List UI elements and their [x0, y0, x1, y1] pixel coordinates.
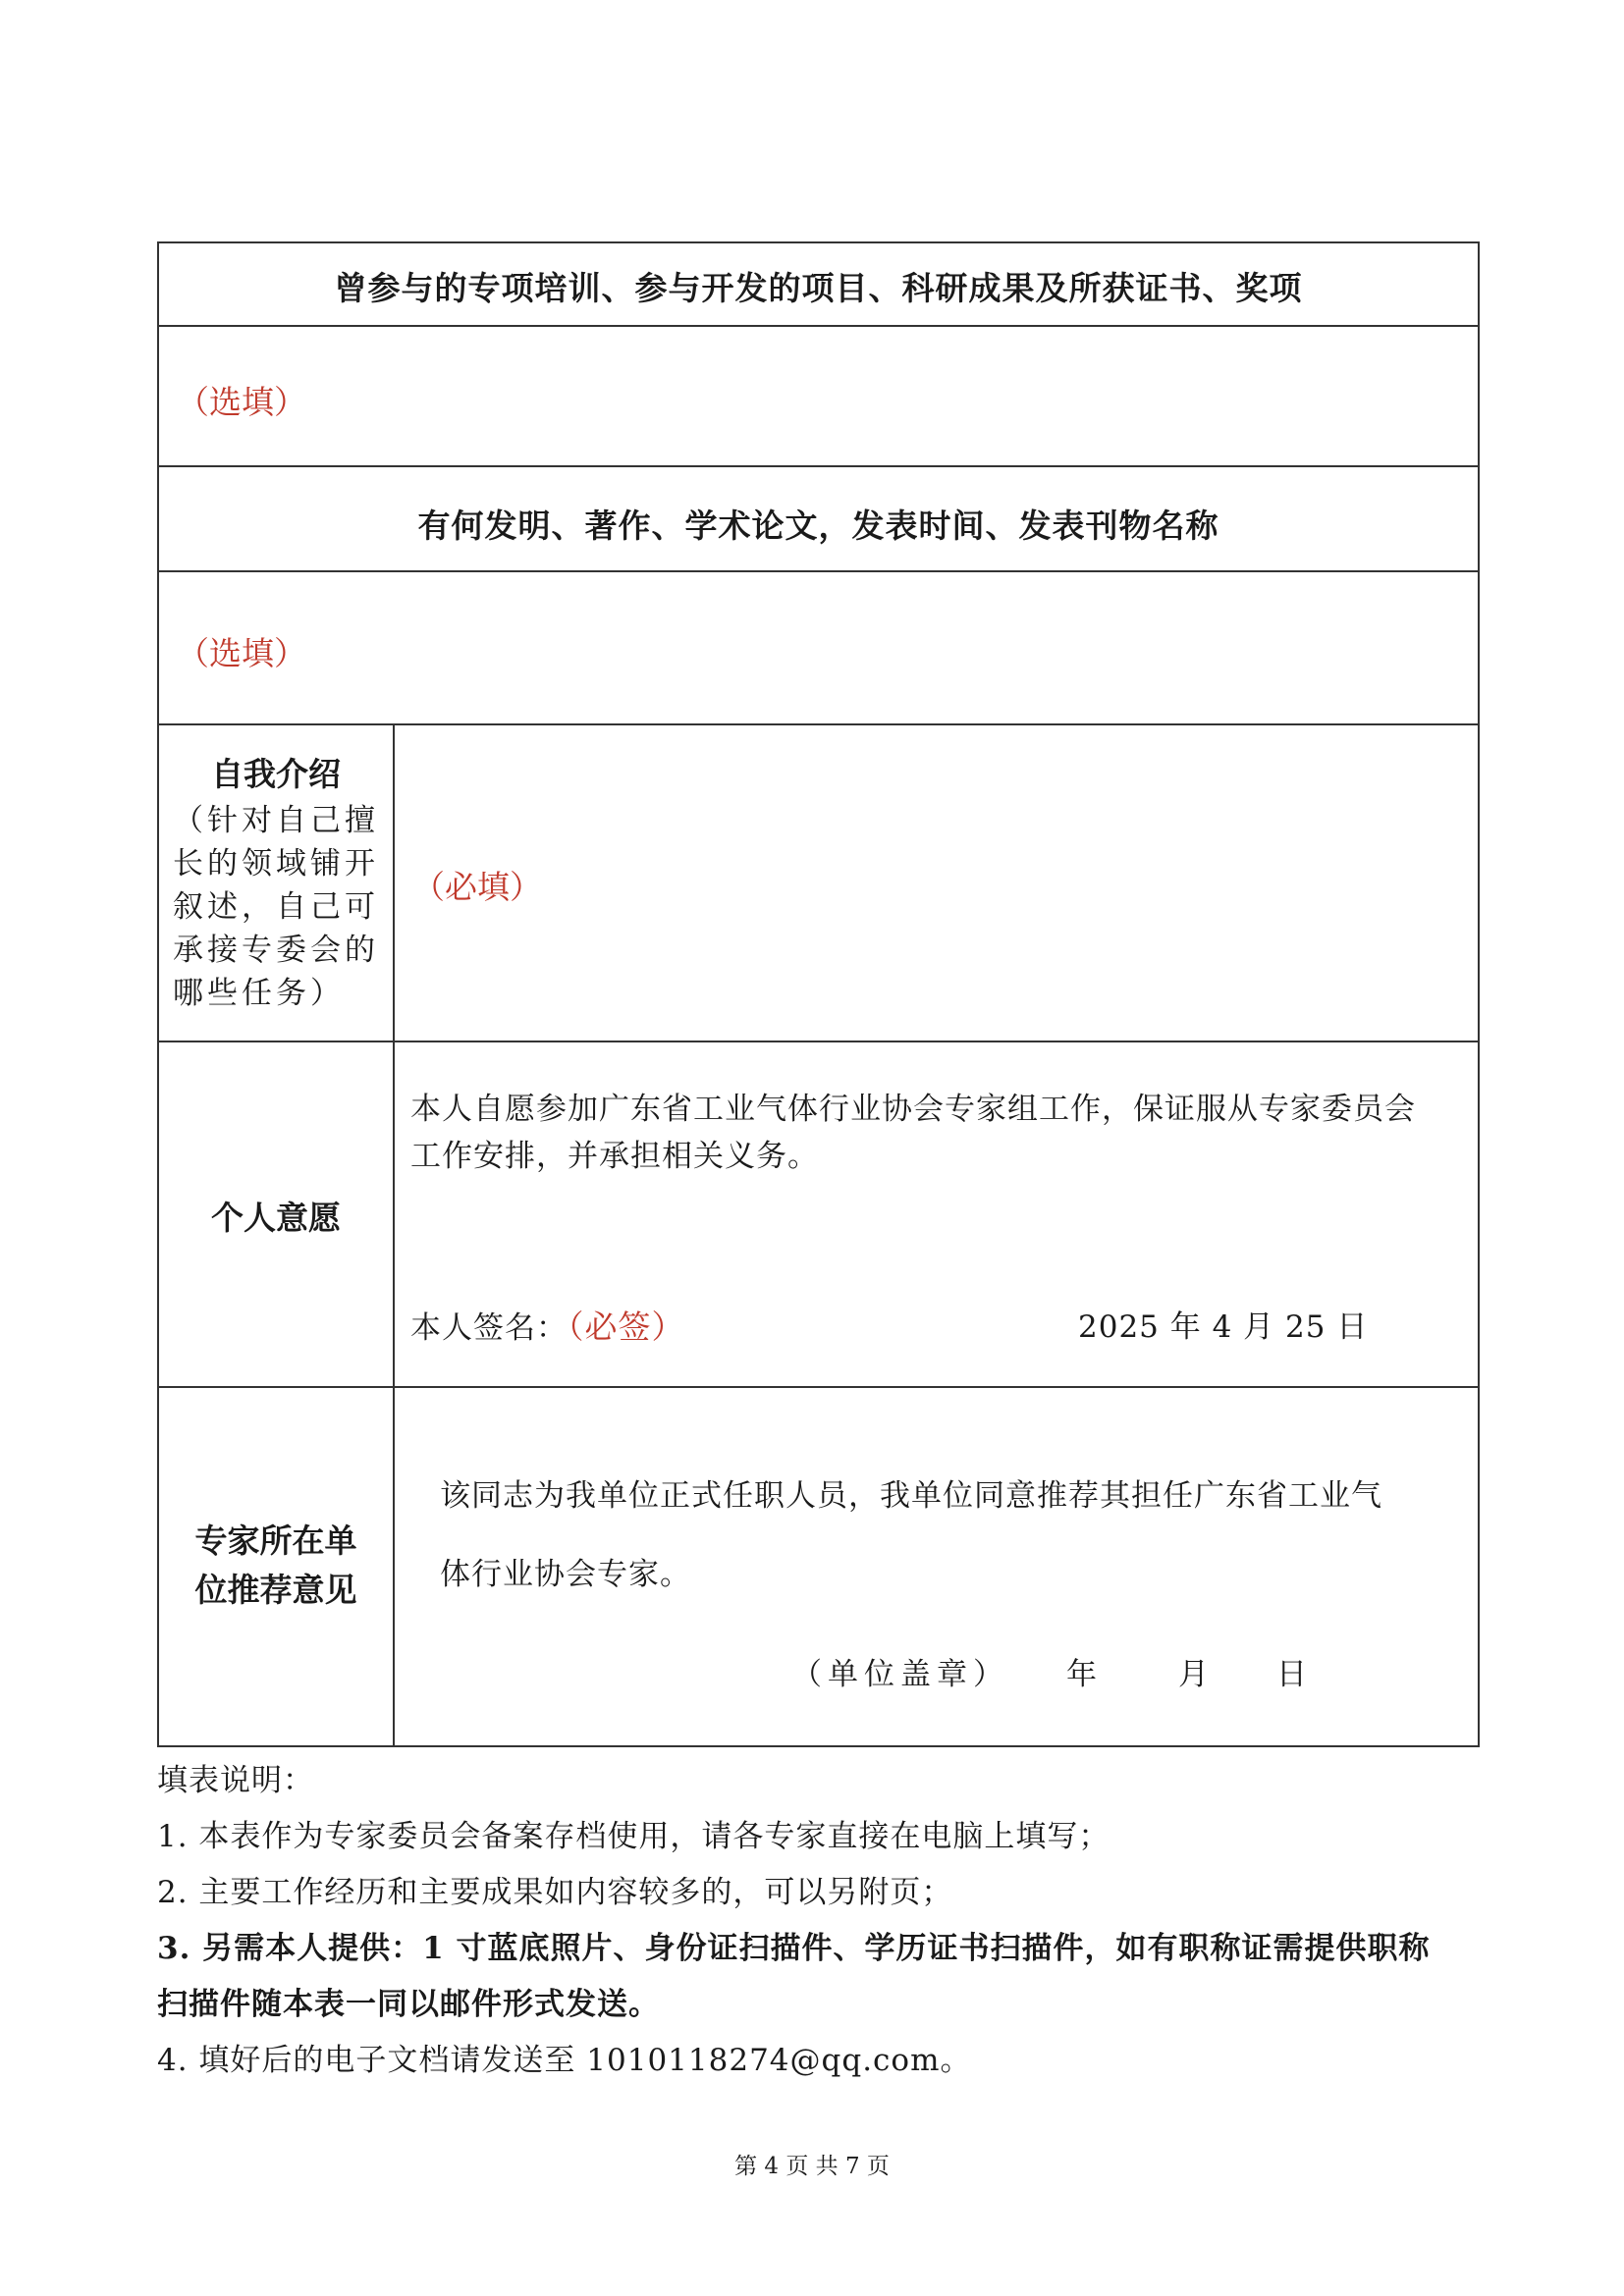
- signature-date: 2025 年 4 月 25 日: [1078, 1309, 1369, 1345]
- self-intro-note-line: 叙述，自己可: [173, 889, 379, 925]
- self-intro-label: 自我介绍: [211, 755, 341, 793]
- table-column-divider: [393, 723, 395, 1746]
- self-intro-note: [159, 799, 393, 1015]
- table-row-divider: [157, 723, 1480, 725]
- unit-recommendation-label-line: 专家所在单: [194, 1522, 357, 1560]
- unit-seal-month: 月: [1178, 1657, 1210, 1692]
- signature-row: [410, 1304, 685, 1352]
- self-intro-note-line: 承接专委会的: [173, 933, 379, 968]
- signature-input[interactable]: （必签）: [568, 1308, 685, 1346]
- instruction-item: 2. 主要工作经历和主要成果如内容较多的，可以另附页；: [157, 1875, 953, 1910]
- section-publications-title: 有何发明、著作、学术论文，发表时间、发表刊物名称: [417, 507, 1219, 545]
- signature-label: 本人签名：: [410, 1310, 568, 1346]
- instruction-item: 1. 本表作为专家委员会备案存档使用，请各专家直接在电脑上填写；: [157, 1819, 1110, 1854]
- unit-recommendation-label: [159, 1517, 393, 1615]
- page-number: 第 4 页 共 7 页: [734, 2154, 890, 2179]
- table-row-divider: [157, 465, 1480, 467]
- self-intro-note-line: 长的领域铺开: [173, 846, 379, 881]
- section-training-title: 曾参与的专项培训、参与开发的项目、科研成果及所获证书、奖项: [334, 269, 1303, 307]
- table-row-divider: [157, 325, 1480, 327]
- personal-will-statement-line: 本人自愿参加广东省工业气体行业协会专家组工作，保证服从专家委员会: [410, 1092, 1416, 1127]
- instruction-item: 3. 另需本人提供：1 寸蓝底照片、身份证扫描件、学历证书扫描件，如有职称证需提供职称: [157, 1931, 1431, 1966]
- personal-will-statement: [410, 1086, 1473, 1180]
- unit-seal-year: 年: [1066, 1657, 1098, 1692]
- personal-will-label: 个人意愿: [211, 1199, 341, 1237]
- unit-seal-day: 日: [1276, 1657, 1308, 1692]
- unit-seal: （单位盖章）: [791, 1657, 1009, 1692]
- section-training-input[interactable]: （选填）: [177, 383, 306, 421]
- unit-recommendation-line: 该同志为我单位正式任职人员，我单位同意推荐其担任广东省工业气: [440, 1478, 1382, 1514]
- table-row-divider: [157, 570, 1480, 572]
- table-row-divider: [157, 1386, 1480, 1388]
- self-intro-note-line: 哪些任务）: [173, 976, 345, 1011]
- table-border-right: [1478, 241, 1480, 1747]
- unit-recommendation-label-line: 位推荐意见: [194, 1571, 357, 1609]
- table-border-bottom: [157, 1745, 1480, 1747]
- instructions-heading: 填表说明：: [157, 1763, 314, 1798]
- self-intro-input[interactable]: （必填）: [412, 868, 542, 906]
- instruction-item: 扫描件随本表一同以邮件形式发送。: [157, 1987, 660, 2022]
- unit-recommendation-line: 体行业协会专家。: [440, 1557, 691, 1592]
- personal-will-statement-line: 工作安排，并承担相关义务。: [410, 1139, 819, 1174]
- unit-recommendation-statement: [440, 1457, 1471, 1614]
- self-intro-note-line: （针对自己擅: [173, 803, 379, 838]
- section-publications-input[interactable]: （选填）: [177, 634, 306, 672]
- table-row-divider: [157, 1041, 1480, 1042]
- self-intro-label-cell: [159, 750, 393, 1015]
- instruction-item: 4. 填好后的电子文档请发送至 1010118274@qq.com。: [157, 2043, 972, 2078]
- fill-instructions: [157, 1753, 1492, 2089]
- table-border-top: [157, 241, 1480, 243]
